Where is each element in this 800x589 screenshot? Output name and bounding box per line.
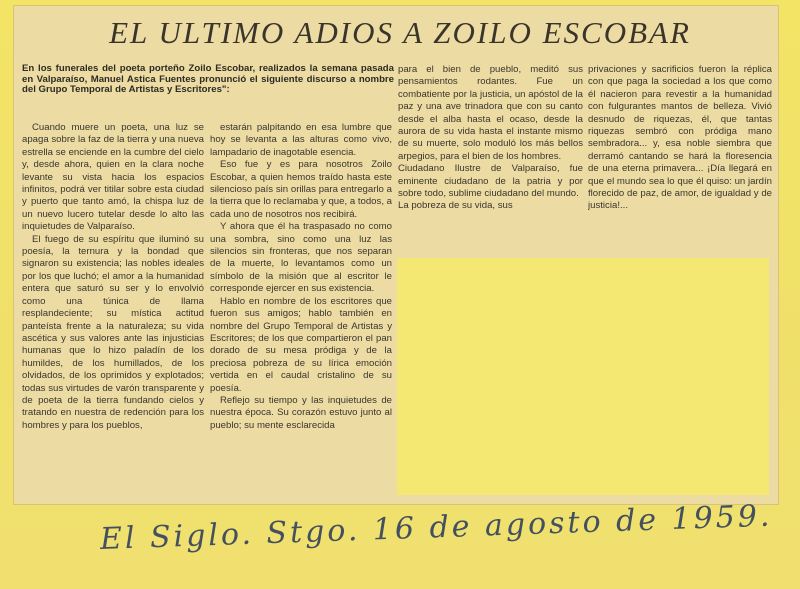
article-column-3 (398, 64, 583, 254)
article-column-2 (210, 122, 392, 502)
paragraph: Eso fue y es para nosotros Zoilo Escobar, a quien hemos traído hasta este silencioso país sin orillas para entregarlo a la tierra que lo reclamaba y que, a todos, a cada uno de nosotros nos recibirá. (210, 159, 392, 220)
article-column-1 (22, 122, 204, 502)
paragraph: Y ahora que él ha traspasado no como una sombra, sino como una luz las silencios sin fronteras, que nos separan de la muerte, lo levantamos como un símbolo de la misión que al escritor le corresponde ejercer en sus existencia. (210, 221, 392, 295)
paragraph: estarán palpitando en esa lumbre que hoy se levanta a las alturas como vivo, lampadario de inagotable esencia. (210, 122, 392, 158)
handwritten-source-note: El Siglo. Stgo. 16 de agosto de 1959. (99, 498, 773, 557)
article-lead: En los funerales del poeta porteño Zoilo Escobar, realizados la semana pasada en Valparaíso, Manuel Astica Fuentes pronunció el siguiente discurso a nombre del Grupo Temporal de Artistas y Escritores": (22, 64, 394, 96)
paragraph: Cuando muere un poeta, una luz se apaga sobre la faz de la tierra y una nueva estrella se enciende en la cumbre del cielo y, desde ahora, quien en la clara noche levante su vista hacia los espacios infinitos, podrá ver titilar sobre esta ciudad y puerto que tanto amó, la chispa luz de un nuevo lucero tutelar desde lo alto las inquietudes de Valparaíso. (22, 122, 204, 233)
blank-paper-area (397, 258, 769, 495)
paragraph: El fuego de su espíritu que iluminó su poesía, la ternura y la bondad que signaron su existencia; las nobles ideales por los que luchó; el amor a la humanidad entera que saturó su ser y lo envolvió como una túnica de llama resplandeciente; su mística actitud panteísta frente a la naturaleza; su vida ascética y sus valores ante las injusticias humanas que lo hizo paladín de los humildes, de los humillados, de los olvidados, de los oprimidos y explotados; todas sus virtudes de varón transparente y de poeta de la tierra fundando cielos y tratando en nuestra de redención para los hombres y para los pueblos, (22, 233, 204, 431)
paragraph: para el bien de pueblo, meditó sus pensamientos rodantes. Fue un combatiente por la justicia, un apóstol de la paz y una ave trinadora que con su canto desde el alba hasta el ocaso, desde la aurora de su vida hasta el instante mismo de su muerte, solo moduló los más bellos arpegios, para el bien de los hombres. (398, 64, 583, 162)
article-title: EL ULTIMO ADIOS A ZOILO ESCOBAR (109, 15, 691, 50)
paragraph: privaciones y sacrificios fueron la réplica con que paga la sociedad a los que como él nacieron para revestir a la humanidad con fulgurantes mantos de belleza. Vivió desnudo de riquezas, él, que tantas riquezas sembró con pródiga mano sembradora... y, esa noble siembra que derramó cantando se hará la floresencia de una eterna primavera... ¡Día llegará en que el mundo sea lo que él quiso: un jardín florecido de paz, de amor, de igualdad y de justicia!... (588, 64, 772, 212)
paragraph: Hablo en nombre de los escritores que fueron sus amigos; hablo también en nombre del Grupo Temporal de Artistas y Escritores; de los que compartieron el pan dorado de su mesa pródiga y de la preciosa pobreza de su lírica emoción vertida en el caudal cristalino de su poesía. (210, 295, 392, 394)
paragraph: La pobreza de su vida, sus (398, 200, 513, 212)
paragraph: Ciudadano Ilustre de Valparaíso, fue eminente ciudadano de la patria y por sobre todo, sublime ciudadano del mundo. (398, 163, 583, 200)
article-column-4 (588, 64, 772, 254)
paragraph: Reflejo su tiempo y las inquietudes de nuestra época. Su corazón estuvo junto al pueblo; su mente esclarecida (210, 394, 392, 431)
